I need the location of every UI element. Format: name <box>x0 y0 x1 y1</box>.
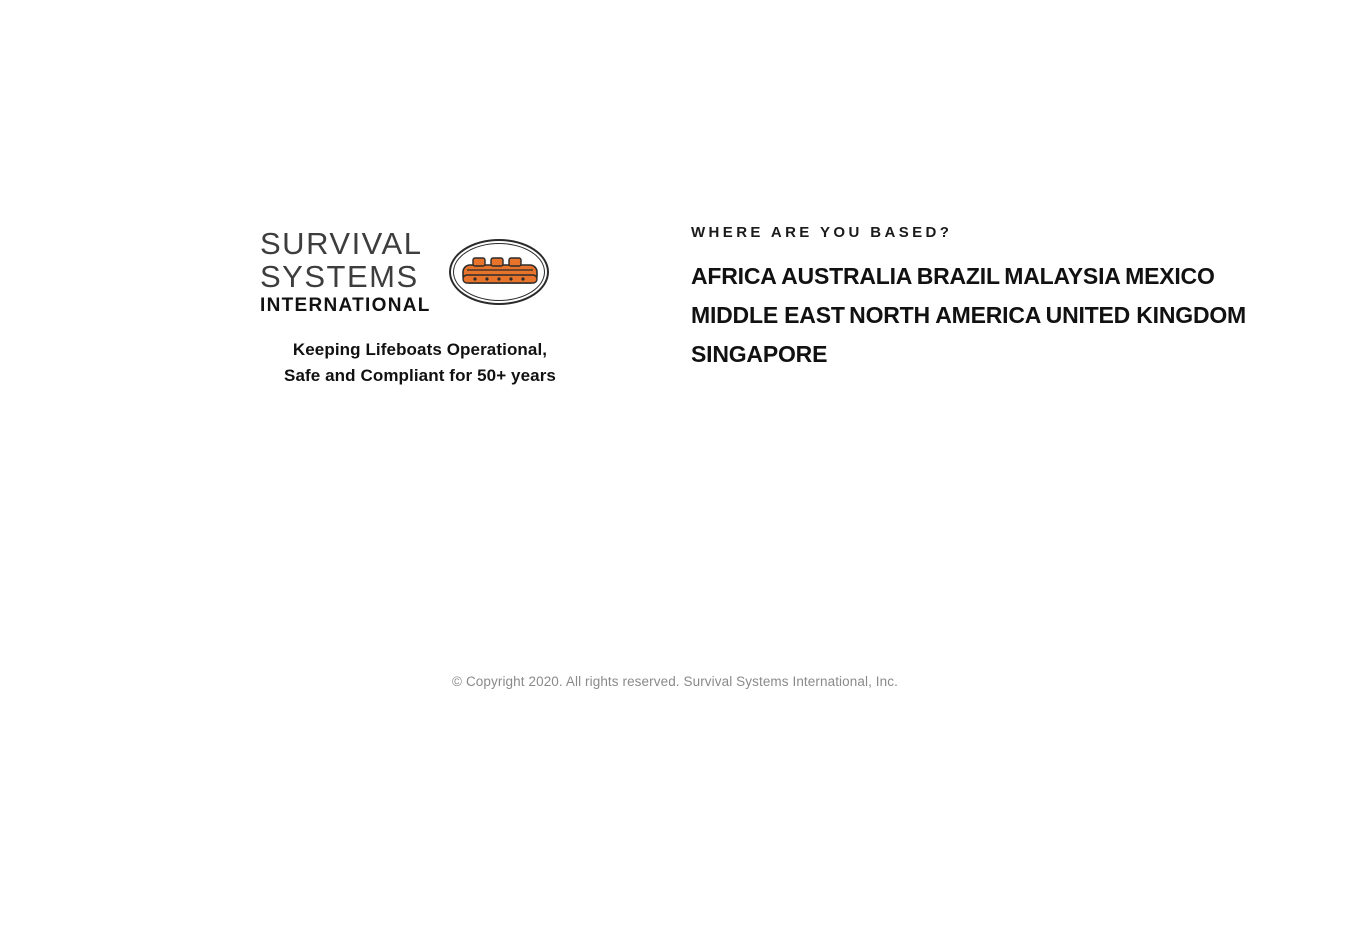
region-list <box>691 265 1350 382</box>
tagline-line-2: Safe and Compliant for 50+ years <box>284 366 556 386</box>
logo[interactable] <box>260 228 590 315</box>
logo-line-2: SYSTEMS <box>260 259 419 294</box>
region-link-australia[interactable]: AUSTRALIA <box>781 263 913 289</box>
region-link-middle-east[interactable]: MIDDLE EAST <box>691 302 845 328</box>
region-link-africa[interactable]: AFRICA <box>691 263 777 289</box>
region-link-united-kingdom[interactable]: UNITED KINGDOM <box>1045 302 1247 328</box>
logo-line-1: SURVIVAL <box>260 226 423 261</box>
region-link-singapore[interactable]: SINGAPORE <box>691 341 828 367</box>
region-link-malaysia[interactable]: MALAYSIA <box>1004 263 1121 289</box>
region-selector <box>691 224 1350 382</box>
tagline-line-1: Keeping Lifeboats Operational, <box>292 340 548 359</box>
copyright-notice: © Copyright 2020. All rights reserved. Survival Systems International, Inc. <box>452 674 898 689</box>
region-link-north-america[interactable]: NORTH AMERICA <box>849 302 1042 328</box>
logo-line-3: INTERNATIONAL <box>260 295 431 316</box>
logo-wordmark <box>260 228 431 315</box>
brand-tagline <box>260 337 580 390</box>
region-selector-heading: WHERE ARE YOU BASED? <box>691 224 953 241</box>
lifeboat-shape-icon <box>461 255 539 291</box>
lifeboat-icon <box>449 239 549 305</box>
region-link-mexico[interactable]: MEXICO <box>1125 263 1215 289</box>
brand-block <box>260 228 590 390</box>
region-link-brazil[interactable]: BRAZIL <box>916 263 1000 289</box>
